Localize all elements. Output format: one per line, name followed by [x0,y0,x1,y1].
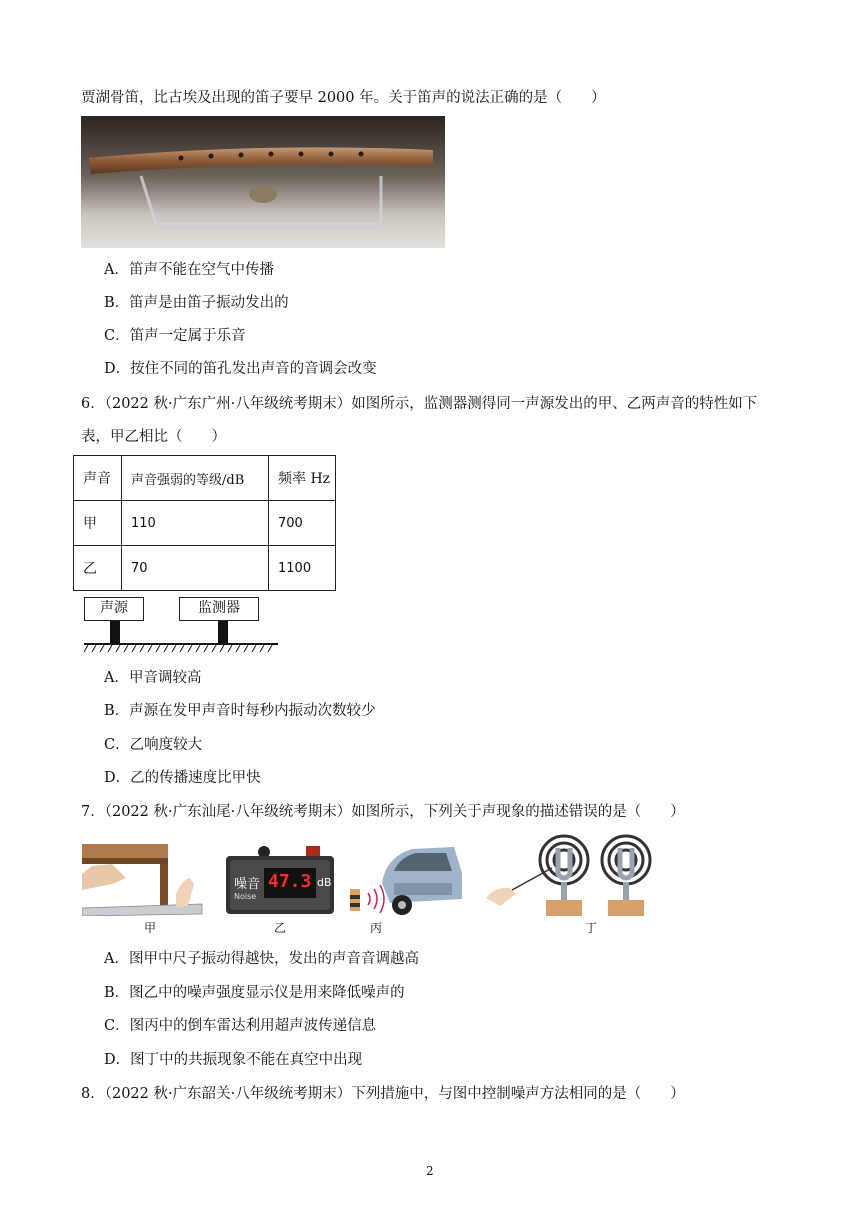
q6-option-b: B．声源在发甲声音时每秒内振动次数较少 [104,703,376,719]
q6-source-detector-figure [84,597,280,655]
figure-label-bing: 丙 [370,921,383,935]
q6-data-table [73,455,336,591]
table-header-row [74,456,336,501]
table-row [74,501,336,546]
meter-sublabel: Noise [234,892,257,901]
q5-stem-tail: 贾湖骨笛，比古埃及出现的笛子要早 2000 年。关于笛声的说法正确的是（ ） [81,90,606,106]
q6-stem-line2: 表，甲乙相比（ ） [81,429,226,445]
q8-stem: 8．（2022 秋·广东韶关·八年级统考期末）下列措施中，与图中控制噪声方法相同的是（ ） [81,1086,685,1102]
bone-flute-photo [81,116,445,248]
q7-stem: 7．（2022 秋·广东汕尾·八年级统考期末）如图所示，下列关于声现象的描述错误的是（ ） [81,804,685,820]
q7-option-c: C．图丙中的倒车雷达利用超声波传递信息 [104,1018,377,1034]
table-cell: 乙 [74,546,122,591]
q6-option-c: C．乙响度较大 [104,737,203,753]
q5-option-b: B．笛声是由笛子振动发出的 [104,295,289,311]
table-cell: 70 [122,546,269,591]
q6-option-a: A．甲音调较高 [104,670,202,686]
q7-option-d: D．图丁中的共振现象不能在真空中出现 [104,1052,363,1068]
meter-label: 噪音 [234,877,261,892]
table-cell: 甲 [74,501,122,546]
q6-option-d: D．乙的传播速度比甲快 [104,770,261,786]
tuning-fork-resonance-figure [486,828,656,920]
noise-meter-figure [226,844,334,914]
q5-option-a: A．笛声不能在空气中传播 [104,262,274,278]
table-header-cell: 频率 Hz [269,456,336,501]
table-cell: 700 [269,501,336,546]
table-cell: 1100 [269,546,336,591]
figure-label-jia: 甲 [144,921,157,935]
meter-value: 47.3 [268,871,312,892]
table-cell: 110 [122,501,269,546]
table-header-cell: 声音强弱的等级/dB [122,456,269,501]
q5-option-d: D．按住不同的笛孔发出声音的音调会改变 [104,361,377,377]
q7-option-a: A．图甲中尺子振动得越快，发出的声音音调越高 [104,951,419,967]
q5-option-c: C．笛声一定属于乐音 [104,328,246,344]
table-row [74,546,336,591]
meter-unit: dB [317,876,332,889]
detector-label: 监测器 [179,597,259,621]
figure-label-yi: 乙 [274,921,287,935]
table-header-cell: 声音 [74,456,122,501]
reversing-car-figure [342,843,464,919]
figure-label-ding: 丁 [585,921,598,935]
q7-option-b: B．图乙中的噪声强度显示仪是用来降低噪声的 [104,985,405,1001]
ruler-on-table-figure [82,844,204,916]
sound-source-label: 声源 [84,597,144,621]
q6-stem-line1: 6．（2022 秋·广东广州·八年级统考期末）如图所示，监测器测得同一声源发出的甲、乙两声音的特性如下 [81,396,758,412]
page-number: 2 [426,1164,434,1178]
